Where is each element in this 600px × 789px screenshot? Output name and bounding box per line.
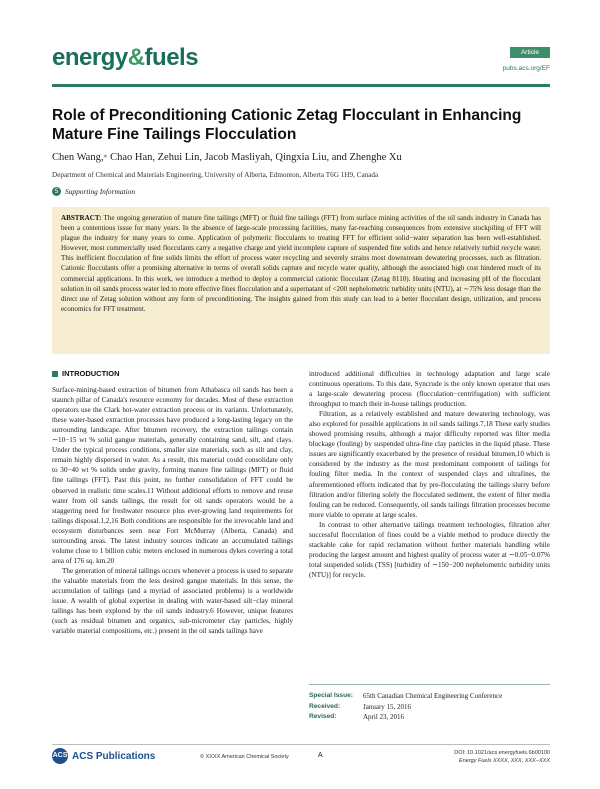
received-value: January 15, 2016 bbox=[363, 702, 412, 711]
supporting-info-label[interactable]: Supporting Information bbox=[65, 187, 136, 196]
affiliation: Department of Chemical and Materials Engineering, University of Alberta, Edmonton, Alberta T6G 1H9, Canada bbox=[52, 171, 379, 179]
supporting-info-icon: S bbox=[52, 187, 61, 196]
intro-paragraph-5: In contrast to other alternative tailings treatment technologies, filtration after successful flocculation of fines could be a viable method to produce directly the stackable cake for rapid reclamation without further materials handling while producing the largest amount and highest quality of process water at ∼0.05−0.07% total suspended solids (TSS) [turbidity of ∼150−200 nephelometric turbidity units (NTU)] for recycle. bbox=[309, 520, 550, 579]
acs-publications-logo[interactable] bbox=[52, 748, 155, 764]
supporting-information-link[interactable] bbox=[52, 187, 135, 196]
section-square-icon bbox=[52, 371, 58, 377]
journal-name-part1: energy bbox=[52, 44, 128, 71]
special-issue-key: Special Issue: bbox=[309, 692, 353, 699]
intro-paragraph-1: Surface-mining-based extraction of bitumen from Athabasca oil sands has been a staunch pillar of Canada's resource economy for decades. Most of these extraction operators use the Clark hot-water extraction process or its variants. Unfortunately, these water-based extraction processes have produced a long-lasting legacy on the surrounding landscape. After bitumen recovery, the extraction tailings contain ∼10−15 wt % solid gangue materials, generally containing sand, silt, and clays. Under the typical process conditions, smaller size materials, such as silt and clay, remain highly dispersed in water. As a result, this material could consolidate only to 30−40 wt % solids under gravity, forming mature fine tailings (MFT) or fluid fine tailings (FFT). Past this point, no further consolidation of FFT could be observed in realistic time scales.11 Without additional efforts to remove and reuse water from oil sands tailings, the result for oil sands operators would be a staggering need for freshwater resource plus ever-growing land requirements for tailings disposal.1,2,16 Both conditions are responsible for the irrevocable land and ecosystem disturbances seen near Fort McMurray (Alberta, Canada) and surrounding areas. The latest industry sources indicate an accumulated tailings volume close to 1 billion cubic meters enclosed in numerous dykes covering a total area of 176 sq. km.20 bbox=[52, 386, 293, 565]
special-issue-row bbox=[309, 691, 550, 702]
intro-paragraph-4: Filtration, as a relatively established and mature dewatering technology, was also explored for possible applications in oil sands tailings.7,18 These early studies showed promising results, although a major difficulty reported was filter media blockage (fouling) by suspended ultra-fine clay particles in the liquid phase. These issues are significantly exacerbated by the presence of residual bitumen,10 which is considered by the industry as the most predominant component of tailings for fouling filter media. In the context of suspended clays and ultrafines, the aforementioned efforts indicated that by pre-flocculating the tailings slurry before filtration and/or filtering solely the flocculated sediment, the extent of filter media fouling can be reduced. Consequently, oil sands tailings filtration processes become more viable to operate at large scales. bbox=[309, 410, 550, 519]
article-title: Role of Preconditioning Cationic Zetag Flocculant in Enhancing Mature Fine Tailings Flocculation bbox=[52, 107, 522, 143]
publisher-name: ACS Publications bbox=[72, 750, 156, 762]
section-title: INTRODUCTION bbox=[62, 369, 120, 378]
header-divider bbox=[52, 84, 550, 87]
citation: Energy Fuels XXXX, XXX, XXX−XXX bbox=[459, 758, 550, 764]
journal-url-link[interactable]: pubs.acs.org/EF bbox=[502, 65, 550, 72]
journal-name-part2: fuels bbox=[144, 44, 199, 71]
abstract-box bbox=[52, 207, 550, 354]
acs-logo-icon: ACS bbox=[52, 748, 68, 764]
section-heading-introduction bbox=[52, 369, 293, 379]
intro-paragraph-2: The generation of mineral tailings occurs whenever a process is used to separate the valuable materials from the less desired gangue materials. In this sense, the accumulation of tailings (and a myriad of associated problems) is a worldwide issue. A wealth of global expertise in dealing with water-based silt−clay mineral tailings has been explored by the oil sands industry.6 However, unique features (such as residual bitumen and organics, sub-micrometer clay particles, highly variable material compositions, etc.) present in the oil sands tailings have bbox=[52, 566, 293, 636]
revised-value: April 23, 2016 bbox=[363, 713, 405, 721]
special-issue-value[interactable]: 65th Canadian Chemical Engineering Conference bbox=[363, 692, 503, 700]
received-row bbox=[309, 702, 550, 713]
publication-history bbox=[309, 684, 550, 723]
body-column-right bbox=[309, 369, 550, 580]
doi-block bbox=[400, 749, 550, 765]
page-number: A bbox=[318, 752, 323, 759]
journal-logo bbox=[52, 46, 198, 70]
corresponding-author[interactable]: Chen Wang, bbox=[52, 152, 104, 163]
corresponding-author-star: * bbox=[103, 153, 108, 162]
abstract-text: The ongoing generation of mature fine tailings (MFT) or fluid fine tailings (FFT) from surface mining activities of the oil sands industry in Canada has been a contentious issue for many years. In the absence of large-scale processing facilities, many far-reaching consequences from extensive stockpiling of FFT will plague the industry for many years to come. Application of polymeric flocculants to treating FFT for efficient solid−water separation has been well-established. However, most commercially used flocculants carry a negative charge and yield incomplete capture of suspended fine solids and hence relatively turbid recycle water. This inefficient flocculation of fine solids limits the effort of process water recycling and severely strains most downstream dewatering processes, such as filtration. Cationic flocculants offer a promising alternative in terms of overall solids capture and recycle water quality, although the associated high cost hindered much of its commercial applications. In this work, we introduce a method to deploy a commercial cationic flocculant (Zetag 8110). Heating and increasing pH of the flocculant solution in oil sands process water led to more effective fines flocculation and a supernatant of <200 nephelometric turbidity units (NTU), at ∼75% less dosage than the direct use of Zetag solution without any form of preconditioning. The insights gained from this study can lead to a better flocculant design, utilization, and process economics for FFT treatment. bbox=[61, 214, 541, 313]
journal-ampersand: & bbox=[127, 44, 145, 71]
abstract-label: ABSTRACT: bbox=[61, 214, 102, 222]
copyright-notice: © XXXX American Chemical Society bbox=[200, 754, 289, 760]
received-key: Received: bbox=[309, 702, 341, 710]
article-type-badge: Article bbox=[510, 47, 550, 58]
author-list bbox=[52, 151, 550, 164]
intro-paragraph-3: introduced additional difficulties in technology adaptation and large scale continuous operations. To this date, Syncrude is the only known operator that uses a large-scale dewatering process (flocculation−centrifugation) with sufficient throughput to match their in-house tailings production. bbox=[309, 370, 550, 409]
body-column-left bbox=[52, 369, 293, 636]
co-authors[interactable]: Chao Han, Zehui Lin, Jacob Masliyah, Qingxia Liu, and Zhenghe Xu bbox=[107, 152, 402, 163]
doi-link[interactable]: DOI: 10.1021/acs.energyfuels.6b00100 bbox=[454, 750, 550, 756]
revised-row bbox=[309, 712, 550, 723]
revised-key: Revised: bbox=[309, 713, 337, 720]
abstract-paragraph bbox=[61, 213, 541, 314]
footer-divider bbox=[52, 744, 550, 745]
